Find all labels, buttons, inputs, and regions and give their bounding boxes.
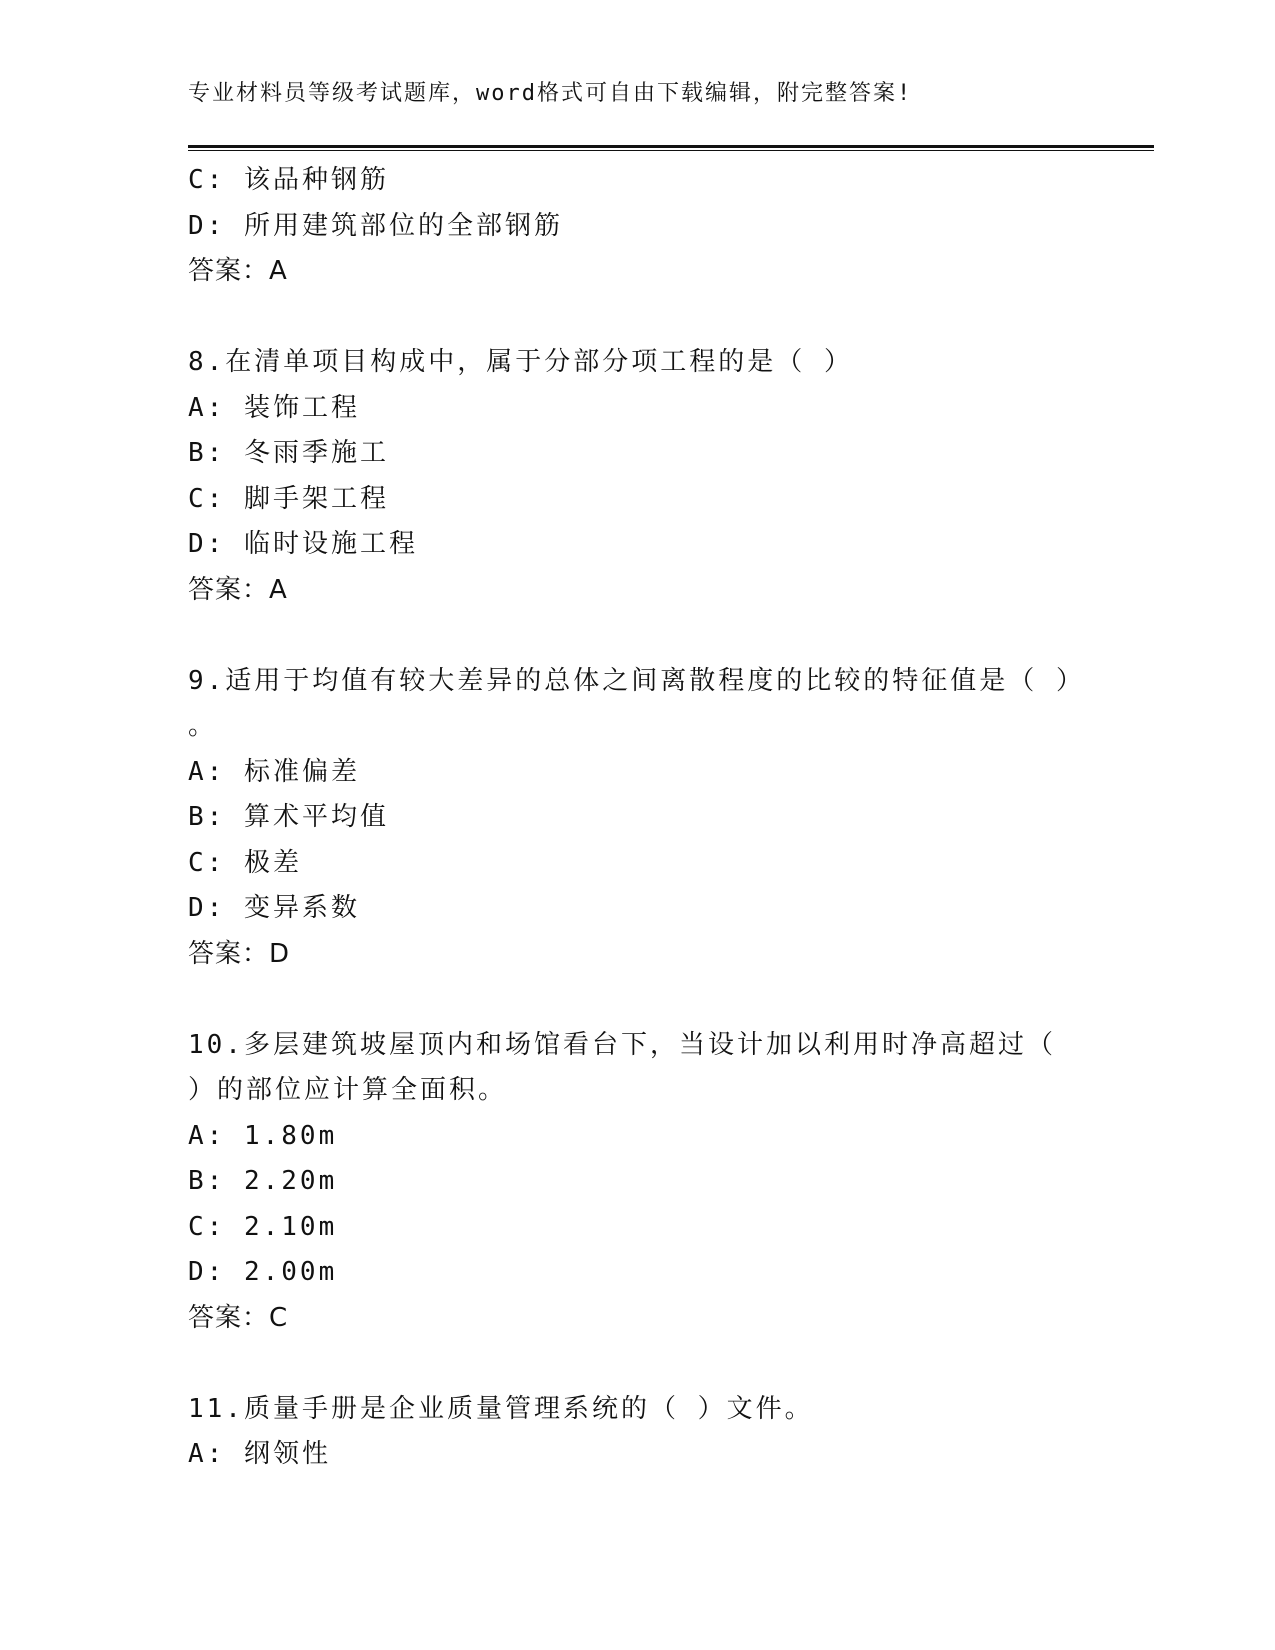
option-b: B: 算术平均值 [188, 802, 389, 832]
question-stem-continued: 。 [188, 711, 218, 741]
option-c: C: 该品种钢筋 [188, 165, 389, 195]
question-10 [188, 1023, 1118, 1342]
question-stem: 8.在清单项目构成中，属于分部分项工程的是（ ） [188, 347, 853, 377]
option-a: A: 1.80m [188, 1120, 338, 1151]
option-d: D: 临时设施工程 [188, 529, 418, 559]
spacer [188, 613, 1118, 659]
question-stem-continued: ）的部位应计算全面积。 [188, 1075, 508, 1105]
question-7-tail [188, 158, 1118, 295]
option-d: D: 变异系数 [188, 893, 360, 923]
answer-line: 答案：A [188, 256, 288, 286]
option-b: B: 冬雨季施工 [188, 438, 389, 468]
question-9 [188, 659, 1118, 978]
answer-line: 答案：A [188, 574, 288, 605]
option-b: B: 2.20m [188, 1166, 338, 1196]
question-list [188, 158, 1118, 1478]
option-a: A: 纲领性 [188, 1439, 331, 1469]
answer-line: 答案：D [188, 938, 291, 969]
question-11 [188, 1387, 1118, 1478]
option-d: D: 所用建筑部位的全部钢筋 [188, 210, 563, 241]
question-stem: 11.质量手册是企业质量管理系统的（ ）文件。 [188, 1393, 814, 1424]
option-d: D: 2.00m [188, 1257, 338, 1287]
answer-line: 答案：C [188, 1302, 289, 1333]
option-a: A: 装饰工程 [188, 392, 360, 423]
spacer [188, 295, 1118, 341]
header-rule-thin [188, 150, 1154, 151]
header-rule-thick [188, 145, 1154, 148]
question-stem: 9.适用于均值有较大差异的总体之间离散程度的比较的特征值是（ ） [188, 665, 1085, 696]
option-c: C: 极差 [188, 847, 302, 878]
option-c: C: 2.10m [188, 1211, 338, 1242]
option-a: A: 标准偏差 [188, 756, 360, 787]
question-8 [188, 340, 1118, 613]
option-c: C: 脚手架工程 [188, 483, 389, 514]
page-header: 专业材料员等级考试题库，word格式可自由下载编辑，附完整答案! [188, 81, 913, 106]
question-stem: 10.多层建筑坡屋顶内和场馆看台下，当设计加以利用时净高超过（ [188, 1029, 1056, 1060]
spacer [188, 977, 1118, 1023]
spacer [188, 1341, 1118, 1387]
